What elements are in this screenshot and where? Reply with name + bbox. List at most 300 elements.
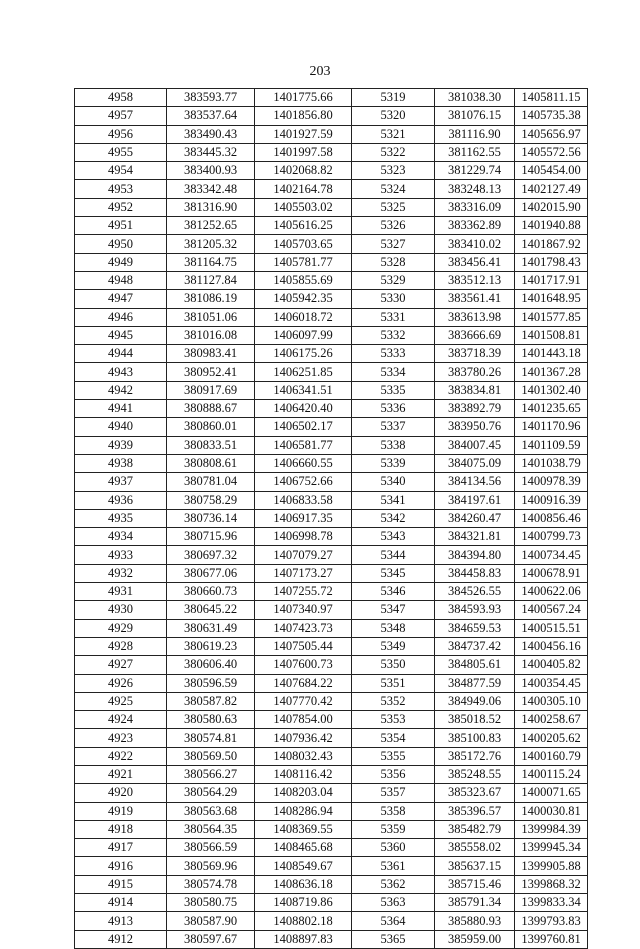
x-coordinate-cell: 380983.41 bbox=[167, 345, 255, 363]
table-row bbox=[75, 692, 588, 710]
x-coordinate-cell: 383561.41 bbox=[435, 290, 515, 308]
table-row bbox=[75, 509, 588, 527]
point-number-cell: 4933 bbox=[75, 546, 167, 564]
x-coordinate-cell: 380606.40 bbox=[167, 656, 255, 674]
point-number-cell: 4936 bbox=[75, 491, 167, 509]
point-number-cell: 5340 bbox=[352, 473, 435, 491]
point-number-cell: 4921 bbox=[75, 765, 167, 783]
table-row bbox=[75, 802, 588, 820]
point-number-cell: 4914 bbox=[75, 894, 167, 912]
point-number-cell: 4929 bbox=[75, 619, 167, 637]
y-coordinate-cell: 1400678.91 bbox=[515, 564, 588, 582]
point-number-cell: 5353 bbox=[352, 711, 435, 729]
x-coordinate-cell: 384458.83 bbox=[435, 564, 515, 582]
y-coordinate-cell: 1405811.15 bbox=[515, 89, 588, 107]
y-coordinate-cell: 1400258.67 bbox=[515, 711, 588, 729]
table-row bbox=[75, 89, 588, 107]
y-coordinate-cell: 1406998.78 bbox=[255, 528, 352, 546]
x-coordinate-cell: 384075.09 bbox=[435, 454, 515, 472]
point-number-cell: 4928 bbox=[75, 637, 167, 655]
x-coordinate-cell: 383537.64 bbox=[167, 107, 255, 125]
x-coordinate-cell: 380569.96 bbox=[167, 857, 255, 875]
x-coordinate-cell: 383400.93 bbox=[167, 162, 255, 180]
x-coordinate-cell: 381316.90 bbox=[167, 198, 255, 216]
x-coordinate-cell: 380715.96 bbox=[167, 528, 255, 546]
point-number-cell: 5355 bbox=[352, 747, 435, 765]
y-coordinate-cell: 1402127.49 bbox=[515, 180, 588, 198]
point-number-cell: 5326 bbox=[352, 217, 435, 235]
x-coordinate-cell: 380566.27 bbox=[167, 765, 255, 783]
y-coordinate-cell: 1400567.24 bbox=[515, 601, 588, 619]
y-coordinate-cell: 1400205.62 bbox=[515, 729, 588, 747]
x-coordinate-cell: 380574.78 bbox=[167, 875, 255, 893]
x-coordinate-cell: 385715.46 bbox=[435, 875, 515, 893]
x-coordinate-cell: 383490.43 bbox=[167, 125, 255, 143]
x-coordinate-cell: 385018.52 bbox=[435, 711, 515, 729]
x-coordinate-cell: 380860.01 bbox=[167, 418, 255, 436]
point-number-cell: 5347 bbox=[352, 601, 435, 619]
x-coordinate-cell: 384197.61 bbox=[435, 491, 515, 509]
x-coordinate-cell: 381016.08 bbox=[167, 326, 255, 344]
table-row bbox=[75, 473, 588, 491]
point-number-cell: 5321 bbox=[352, 125, 435, 143]
table-row bbox=[75, 400, 588, 418]
y-coordinate-cell: 1407600.73 bbox=[255, 656, 352, 674]
y-coordinate-cell: 1408802.18 bbox=[255, 912, 352, 930]
y-coordinate-cell: 1405572.56 bbox=[515, 143, 588, 161]
point-number-cell: 5363 bbox=[352, 894, 435, 912]
point-number-cell: 4944 bbox=[75, 345, 167, 363]
table-row bbox=[75, 619, 588, 637]
y-coordinate-cell: 1408369.55 bbox=[255, 820, 352, 838]
y-coordinate-cell: 1406917.35 bbox=[255, 509, 352, 527]
x-coordinate-cell: 383593.77 bbox=[167, 89, 255, 107]
table-row bbox=[75, 820, 588, 838]
table-row bbox=[75, 345, 588, 363]
y-coordinate-cell: 1401038.79 bbox=[515, 454, 588, 472]
y-coordinate-cell: 1399793.83 bbox=[515, 912, 588, 930]
x-coordinate-cell: 381164.75 bbox=[167, 253, 255, 271]
y-coordinate-cell: 1405735.38 bbox=[515, 107, 588, 125]
x-coordinate-cell: 383613.98 bbox=[435, 308, 515, 326]
x-coordinate-cell: 380697.32 bbox=[167, 546, 255, 564]
point-number-cell: 4926 bbox=[75, 674, 167, 692]
x-coordinate-cell: 384805.61 bbox=[435, 656, 515, 674]
table-row bbox=[75, 839, 588, 857]
point-number-cell: 5342 bbox=[352, 509, 435, 527]
y-coordinate-cell: 1400071.65 bbox=[515, 784, 588, 802]
y-coordinate-cell: 1400405.82 bbox=[515, 656, 588, 674]
x-coordinate-cell: 380736.14 bbox=[167, 509, 255, 527]
point-number-cell: 5338 bbox=[352, 436, 435, 454]
point-number-cell: 5325 bbox=[352, 198, 435, 216]
y-coordinate-cell: 1405503.02 bbox=[255, 198, 352, 216]
table-row bbox=[75, 491, 588, 509]
table-row bbox=[75, 930, 588, 948]
table-row bbox=[75, 381, 588, 399]
x-coordinate-cell: 380631.49 bbox=[167, 619, 255, 637]
point-number-cell: 5334 bbox=[352, 363, 435, 381]
point-number-cell: 5359 bbox=[352, 820, 435, 838]
point-number-cell: 5365 bbox=[352, 930, 435, 948]
point-number-cell: 4943 bbox=[75, 363, 167, 381]
point-number-cell: 5351 bbox=[352, 674, 435, 692]
x-coordinate-cell: 385396.57 bbox=[435, 802, 515, 820]
x-coordinate-cell: 383780.26 bbox=[435, 363, 515, 381]
y-coordinate-cell: 1401798.43 bbox=[515, 253, 588, 271]
x-coordinate-cell: 385482.79 bbox=[435, 820, 515, 838]
y-coordinate-cell: 1401927.59 bbox=[255, 125, 352, 143]
point-number-cell: 4942 bbox=[75, 381, 167, 399]
table-row bbox=[75, 711, 588, 729]
page-number: 203 bbox=[309, 64, 331, 79]
table-row bbox=[75, 125, 588, 143]
table-row bbox=[75, 107, 588, 125]
point-number-cell: 4945 bbox=[75, 326, 167, 344]
y-coordinate-cell: 1400622.06 bbox=[515, 583, 588, 601]
x-coordinate-cell: 385558.02 bbox=[435, 839, 515, 857]
y-coordinate-cell: 1400160.79 bbox=[515, 747, 588, 765]
point-number-cell: 5329 bbox=[352, 271, 435, 289]
x-coordinate-cell: 381076.15 bbox=[435, 107, 515, 125]
point-number-cell: 4916 bbox=[75, 857, 167, 875]
y-coordinate-cell: 1399833.34 bbox=[515, 894, 588, 912]
y-coordinate-cell: 1399868.32 bbox=[515, 875, 588, 893]
y-coordinate-cell: 1406752.66 bbox=[255, 473, 352, 491]
x-coordinate-cell: 384321.81 bbox=[435, 528, 515, 546]
point-number-cell: 5335 bbox=[352, 381, 435, 399]
point-number-cell: 4922 bbox=[75, 747, 167, 765]
y-coordinate-cell: 1406018.72 bbox=[255, 308, 352, 326]
y-coordinate-cell: 1400978.39 bbox=[515, 473, 588, 491]
y-coordinate-cell: 1408203.04 bbox=[255, 784, 352, 802]
table-row bbox=[75, 601, 588, 619]
y-coordinate-cell: 1399984.39 bbox=[515, 820, 588, 838]
point-number-cell: 4931 bbox=[75, 583, 167, 601]
point-number-cell: 5320 bbox=[352, 107, 435, 125]
table-row bbox=[75, 875, 588, 893]
x-coordinate-cell: 381162.55 bbox=[435, 143, 515, 161]
point-number-cell: 5324 bbox=[352, 180, 435, 198]
x-coordinate-cell: 384593.93 bbox=[435, 601, 515, 619]
table-row bbox=[75, 326, 588, 344]
point-number-cell: 5354 bbox=[352, 729, 435, 747]
y-coordinate-cell: 1406502.17 bbox=[255, 418, 352, 436]
y-coordinate-cell: 1401508.81 bbox=[515, 326, 588, 344]
point-number-cell: 4947 bbox=[75, 290, 167, 308]
y-coordinate-cell: 1400916.39 bbox=[515, 491, 588, 509]
y-coordinate-cell: 1407340.97 bbox=[255, 601, 352, 619]
x-coordinate-cell: 381205.32 bbox=[167, 235, 255, 253]
x-coordinate-cell: 381086.19 bbox=[167, 290, 255, 308]
y-coordinate-cell: 1406341.51 bbox=[255, 381, 352, 399]
x-coordinate-cell: 380619.23 bbox=[167, 637, 255, 655]
x-coordinate-cell: 383950.76 bbox=[435, 418, 515, 436]
y-coordinate-cell: 1400515.51 bbox=[515, 619, 588, 637]
coordinates-table-body bbox=[75, 89, 588, 949]
table-row bbox=[75, 290, 588, 308]
point-number-cell: 5352 bbox=[352, 692, 435, 710]
x-coordinate-cell: 384659.53 bbox=[435, 619, 515, 637]
table-row bbox=[75, 454, 588, 472]
y-coordinate-cell: 1401648.95 bbox=[515, 290, 588, 308]
y-coordinate-cell: 1401717.91 bbox=[515, 271, 588, 289]
table-row bbox=[75, 784, 588, 802]
y-coordinate-cell: 1408116.42 bbox=[255, 765, 352, 783]
x-coordinate-cell: 380888.67 bbox=[167, 400, 255, 418]
point-number-cell: 5357 bbox=[352, 784, 435, 802]
point-number-cell: 4934 bbox=[75, 528, 167, 546]
point-number-cell: 5328 bbox=[352, 253, 435, 271]
table-row bbox=[75, 912, 588, 930]
point-number-cell: 4924 bbox=[75, 711, 167, 729]
y-coordinate-cell: 1406833.58 bbox=[255, 491, 352, 509]
y-coordinate-cell: 1401856.80 bbox=[255, 107, 352, 125]
x-coordinate-cell: 385248.55 bbox=[435, 765, 515, 783]
x-coordinate-cell: 380781.04 bbox=[167, 473, 255, 491]
point-number-cell: 4932 bbox=[75, 564, 167, 582]
y-coordinate-cell: 1407423.73 bbox=[255, 619, 352, 637]
x-coordinate-cell: 380645.22 bbox=[167, 601, 255, 619]
table-row bbox=[75, 436, 588, 454]
x-coordinate-cell: 380952.41 bbox=[167, 363, 255, 381]
y-coordinate-cell: 1407854.00 bbox=[255, 711, 352, 729]
x-coordinate-cell: 383316.09 bbox=[435, 198, 515, 216]
point-number-cell: 5346 bbox=[352, 583, 435, 601]
point-number-cell: 4925 bbox=[75, 692, 167, 710]
x-coordinate-cell: 383445.32 bbox=[167, 143, 255, 161]
x-coordinate-cell: 385959.00 bbox=[435, 930, 515, 948]
y-coordinate-cell: 1401367.28 bbox=[515, 363, 588, 381]
table-row bbox=[75, 637, 588, 655]
point-number-cell: 4935 bbox=[75, 509, 167, 527]
y-coordinate-cell: 1401867.92 bbox=[515, 235, 588, 253]
point-number-cell: 5323 bbox=[352, 162, 435, 180]
point-number-cell: 4956 bbox=[75, 125, 167, 143]
point-number-cell: 5339 bbox=[352, 454, 435, 472]
x-coordinate-cell: 380587.82 bbox=[167, 692, 255, 710]
point-number-cell: 5343 bbox=[352, 528, 435, 546]
point-number-cell: 4927 bbox=[75, 656, 167, 674]
y-coordinate-cell: 1406251.85 bbox=[255, 363, 352, 381]
y-coordinate-cell: 1408032.43 bbox=[255, 747, 352, 765]
point-number-cell: 4946 bbox=[75, 308, 167, 326]
y-coordinate-cell: 1400305.10 bbox=[515, 692, 588, 710]
x-coordinate-cell: 383666.69 bbox=[435, 326, 515, 344]
point-number-cell: 4915 bbox=[75, 875, 167, 893]
x-coordinate-cell: 385172.76 bbox=[435, 747, 515, 765]
y-coordinate-cell: 1401443.18 bbox=[515, 345, 588, 363]
point-number-cell: 4951 bbox=[75, 217, 167, 235]
table-row bbox=[75, 583, 588, 601]
x-coordinate-cell: 380597.67 bbox=[167, 930, 255, 948]
x-coordinate-cell: 381127.84 bbox=[167, 271, 255, 289]
point-number-cell: 5361 bbox=[352, 857, 435, 875]
point-number-cell: 4953 bbox=[75, 180, 167, 198]
point-number-cell: 5332 bbox=[352, 326, 435, 344]
y-coordinate-cell: 1401235.65 bbox=[515, 400, 588, 418]
x-coordinate-cell: 385880.93 bbox=[435, 912, 515, 930]
y-coordinate-cell: 1401940.88 bbox=[515, 217, 588, 235]
table-row bbox=[75, 363, 588, 381]
x-coordinate-cell: 381038.30 bbox=[435, 89, 515, 107]
y-coordinate-cell: 1400799.73 bbox=[515, 528, 588, 546]
y-coordinate-cell: 1400456.16 bbox=[515, 637, 588, 655]
y-coordinate-cell: 1406097.99 bbox=[255, 326, 352, 344]
x-coordinate-cell: 380660.73 bbox=[167, 583, 255, 601]
y-coordinate-cell: 1408897.83 bbox=[255, 930, 352, 948]
x-coordinate-cell: 380917.69 bbox=[167, 381, 255, 399]
y-coordinate-cell: 1405781.77 bbox=[255, 253, 352, 271]
y-coordinate-cell: 1400734.45 bbox=[515, 546, 588, 564]
x-coordinate-cell: 383248.13 bbox=[435, 180, 515, 198]
x-coordinate-cell: 380758.29 bbox=[167, 491, 255, 509]
x-coordinate-cell: 385100.83 bbox=[435, 729, 515, 747]
x-coordinate-cell: 381051.06 bbox=[167, 308, 255, 326]
point-number-cell: 5356 bbox=[352, 765, 435, 783]
point-number-cell: 5341 bbox=[352, 491, 435, 509]
point-number-cell: 5336 bbox=[352, 400, 435, 418]
y-coordinate-cell: 1402164.78 bbox=[255, 180, 352, 198]
x-coordinate-cell: 380566.59 bbox=[167, 839, 255, 857]
coordinates-table bbox=[74, 88, 588, 949]
x-coordinate-cell: 380580.63 bbox=[167, 711, 255, 729]
x-coordinate-cell: 383512.13 bbox=[435, 271, 515, 289]
table-row bbox=[75, 143, 588, 161]
y-coordinate-cell: 1399945.34 bbox=[515, 839, 588, 857]
table-row bbox=[75, 180, 588, 198]
point-number-cell: 5345 bbox=[352, 564, 435, 582]
table-row bbox=[75, 217, 588, 235]
y-coordinate-cell: 1400115.24 bbox=[515, 765, 588, 783]
point-number-cell: 5333 bbox=[352, 345, 435, 363]
x-coordinate-cell: 383410.02 bbox=[435, 235, 515, 253]
x-coordinate-cell: 380563.68 bbox=[167, 802, 255, 820]
x-coordinate-cell: 383834.81 bbox=[435, 381, 515, 399]
point-number-cell: 5350 bbox=[352, 656, 435, 674]
table-row bbox=[75, 857, 588, 875]
point-number-cell: 5364 bbox=[352, 912, 435, 930]
table-row bbox=[75, 198, 588, 216]
point-number-cell: 5319 bbox=[352, 89, 435, 107]
y-coordinate-cell: 1405454.00 bbox=[515, 162, 588, 180]
point-number-cell: 4919 bbox=[75, 802, 167, 820]
y-coordinate-cell: 1400856.46 bbox=[515, 509, 588, 527]
point-number-cell: 5358 bbox=[352, 802, 435, 820]
table-row bbox=[75, 765, 588, 783]
x-coordinate-cell: 383892.79 bbox=[435, 400, 515, 418]
x-coordinate-cell: 381252.65 bbox=[167, 217, 255, 235]
y-coordinate-cell: 1405703.65 bbox=[255, 235, 352, 253]
y-coordinate-cell: 1408549.67 bbox=[255, 857, 352, 875]
x-coordinate-cell: 383456.41 bbox=[435, 253, 515, 271]
table-row bbox=[75, 729, 588, 747]
x-coordinate-cell: 384394.80 bbox=[435, 546, 515, 564]
table-row bbox=[75, 546, 588, 564]
y-coordinate-cell: 1408465.68 bbox=[255, 839, 352, 857]
x-coordinate-cell: 380574.81 bbox=[167, 729, 255, 747]
point-number-cell: 4923 bbox=[75, 729, 167, 747]
x-coordinate-cell: 385791.34 bbox=[435, 894, 515, 912]
point-number-cell: 4958 bbox=[75, 89, 167, 107]
point-number-cell: 4941 bbox=[75, 400, 167, 418]
y-coordinate-cell: 1399760.81 bbox=[515, 930, 588, 948]
x-coordinate-cell: 381116.90 bbox=[435, 125, 515, 143]
y-coordinate-cell: 1399905.88 bbox=[515, 857, 588, 875]
point-number-cell: 5327 bbox=[352, 235, 435, 253]
table-row bbox=[75, 418, 588, 436]
x-coordinate-cell: 385323.67 bbox=[435, 784, 515, 802]
table-row bbox=[75, 656, 588, 674]
y-coordinate-cell: 1405855.69 bbox=[255, 271, 352, 289]
point-number-cell: 4952 bbox=[75, 198, 167, 216]
table-row bbox=[75, 308, 588, 326]
point-number-cell: 5331 bbox=[352, 308, 435, 326]
y-coordinate-cell: 1401302.40 bbox=[515, 381, 588, 399]
y-coordinate-cell: 1405656.97 bbox=[515, 125, 588, 143]
x-coordinate-cell: 380564.35 bbox=[167, 820, 255, 838]
x-coordinate-cell: 380587.90 bbox=[167, 912, 255, 930]
point-number-cell: 5349 bbox=[352, 637, 435, 655]
x-coordinate-cell: 380569.50 bbox=[167, 747, 255, 765]
y-coordinate-cell: 1407936.42 bbox=[255, 729, 352, 747]
point-number-cell: 4913 bbox=[75, 912, 167, 930]
point-number-cell: 5362 bbox=[352, 875, 435, 893]
point-number-cell: 5337 bbox=[352, 418, 435, 436]
x-coordinate-cell: 380677.06 bbox=[167, 564, 255, 582]
point-number-cell: 4912 bbox=[75, 930, 167, 948]
x-coordinate-cell: 384134.56 bbox=[435, 473, 515, 491]
y-coordinate-cell: 1401775.66 bbox=[255, 89, 352, 107]
point-number-cell: 5348 bbox=[352, 619, 435, 637]
point-number-cell: 5344 bbox=[352, 546, 435, 564]
y-coordinate-cell: 1408719.86 bbox=[255, 894, 352, 912]
y-coordinate-cell: 1401577.85 bbox=[515, 308, 588, 326]
x-coordinate-cell: 384737.42 bbox=[435, 637, 515, 655]
y-coordinate-cell: 1401109.59 bbox=[515, 436, 588, 454]
x-coordinate-cell: 380564.29 bbox=[167, 784, 255, 802]
y-coordinate-cell: 1406175.26 bbox=[255, 345, 352, 363]
x-coordinate-cell: 384877.59 bbox=[435, 674, 515, 692]
point-number-cell: 4937 bbox=[75, 473, 167, 491]
x-coordinate-cell: 384949.06 bbox=[435, 692, 515, 710]
x-coordinate-cell: 385637.15 bbox=[435, 857, 515, 875]
x-coordinate-cell: 380596.59 bbox=[167, 674, 255, 692]
y-coordinate-cell: 1405616.25 bbox=[255, 217, 352, 235]
point-number-cell: 4918 bbox=[75, 820, 167, 838]
point-number-cell: 5360 bbox=[352, 839, 435, 857]
y-coordinate-cell: 1400030.81 bbox=[515, 802, 588, 820]
y-coordinate-cell: 1405942.35 bbox=[255, 290, 352, 308]
x-coordinate-cell: 380580.75 bbox=[167, 894, 255, 912]
point-number-cell: 4949 bbox=[75, 253, 167, 271]
table-row bbox=[75, 564, 588, 582]
point-number-cell: 4920 bbox=[75, 784, 167, 802]
y-coordinate-cell: 1407770.42 bbox=[255, 692, 352, 710]
point-number-cell: 4917 bbox=[75, 839, 167, 857]
table-row bbox=[75, 235, 588, 253]
y-coordinate-cell: 1407173.27 bbox=[255, 564, 352, 582]
x-coordinate-cell: 383342.48 bbox=[167, 180, 255, 198]
table-row bbox=[75, 894, 588, 912]
table-row bbox=[75, 528, 588, 546]
x-coordinate-cell: 380833.51 bbox=[167, 436, 255, 454]
x-coordinate-cell: 380808.61 bbox=[167, 454, 255, 472]
point-number-cell: 4930 bbox=[75, 601, 167, 619]
x-coordinate-cell: 383362.89 bbox=[435, 217, 515, 235]
point-number-cell: 4940 bbox=[75, 418, 167, 436]
y-coordinate-cell: 1406660.55 bbox=[255, 454, 352, 472]
